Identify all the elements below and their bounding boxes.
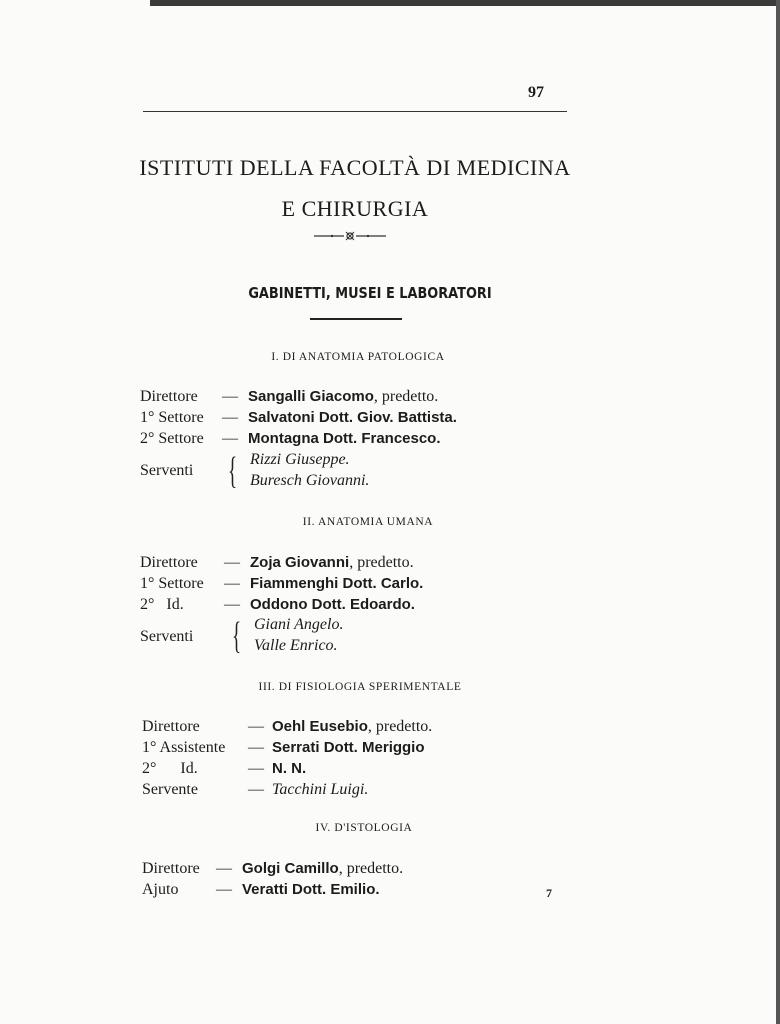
- section-rule: [310, 318, 402, 320]
- staff-role: Direttore: [140, 554, 198, 571]
- staff-name: Serrati Dott. Meriggio: [272, 739, 425, 756]
- staff-role: 2° Id.: [142, 760, 198, 777]
- staff-note: , predetto.: [338, 860, 404, 877]
- page-right-edge: [776, 0, 780, 1024]
- servant-name: Buresch Giovanni.: [250, 472, 370, 489]
- page-top-edge: [150, 0, 780, 6]
- staff-note: , predetto.: [349, 554, 414, 571]
- staff-role: Servente: [142, 781, 198, 798]
- page-number: 97: [528, 84, 544, 101]
- staff-note: , predetto.: [367, 718, 433, 735]
- dash: —: [248, 739, 264, 756]
- dash: —: [222, 430, 238, 447]
- title-line-1: ISTITUTI DELLA FACOLTÀ DI MEDICINA: [139, 155, 571, 180]
- staff-role: Ajuto: [142, 881, 179, 898]
- staff-name-line: [250, 554, 414, 572]
- institute-2-heading: II. ANATOMIA UMANA: [302, 516, 434, 528]
- staff-name: Tacchini Luigi.: [272, 781, 369, 798]
- section-heading: GABINETTI, MUSEI E LABORATORI: [248, 284, 492, 302]
- brace: {: [232, 615, 242, 657]
- dash: —: [248, 781, 264, 798]
- staff-name: Zoja Giovanni: [250, 554, 350, 571]
- staff-role: 1° Settore: [140, 409, 204, 426]
- institute-1-heading: I. DI ANATOMIA PATOLOGICA: [271, 351, 445, 363]
- dash: —: [222, 388, 238, 405]
- staff-name: Sangalli Giacomo: [248, 388, 374, 405]
- staff-role: Direttore: [142, 860, 200, 877]
- staff-role: 1° Settore: [140, 575, 204, 592]
- staff-name: Salvatoni Dott. Giov. Battista.: [248, 409, 457, 426]
- staff-name: Oehl Eusebio: [272, 718, 368, 735]
- staff-name-line: [272, 718, 432, 736]
- servant-name: Valle Enrico.: [254, 637, 338, 654]
- dash: —: [224, 596, 240, 613]
- staff-note: , predetto.: [373, 388, 439, 405]
- staff-name: N. N.: [272, 760, 307, 777]
- dash: —: [224, 575, 240, 592]
- staff-name: Golgi Camillo: [242, 860, 339, 877]
- dash: —: [216, 881, 232, 898]
- signature-mark: 7: [546, 886, 552, 900]
- header-rule: [143, 111, 567, 112]
- ornament-divider: [310, 228, 390, 244]
- dash: —: [248, 718, 264, 735]
- staff-role: Direttore: [142, 718, 200, 735]
- servant-name: Rizzi Giuseppe.: [250, 451, 350, 468]
- dash: —: [248, 760, 264, 777]
- institute-3-heading: III. DI FISIOLOGIA SPERIMENTALE: [258, 681, 462, 693]
- staff-name: Veratti Dott. Emilio.: [242, 881, 380, 898]
- staff-name-line: [242, 860, 403, 878]
- staff-name: Fiammenghi Dott. Carlo.: [250, 575, 424, 592]
- dash: —: [222, 409, 238, 426]
- staff-name-line: [248, 388, 438, 406]
- brace: {: [228, 450, 238, 492]
- staff-role: 2° Id.: [140, 596, 184, 613]
- staff-role: 1° Assistente: [142, 739, 226, 756]
- title-line-2: E CHIRURGIA: [281, 196, 429, 221]
- dash: —: [224, 554, 240, 571]
- staff-role: Direttore: [140, 388, 198, 405]
- staff-name: Oddono Dott. Edoardo.: [250, 596, 415, 613]
- staff-name: Montagna Dott. Francesco.: [248, 430, 441, 447]
- institute-4-heading: IV. D'ISTOLOGIA: [315, 822, 413, 834]
- servant-name: Giani Angelo.: [254, 616, 344, 633]
- dash: —: [216, 860, 232, 877]
- staff-role: 2° Settore: [140, 430, 204, 447]
